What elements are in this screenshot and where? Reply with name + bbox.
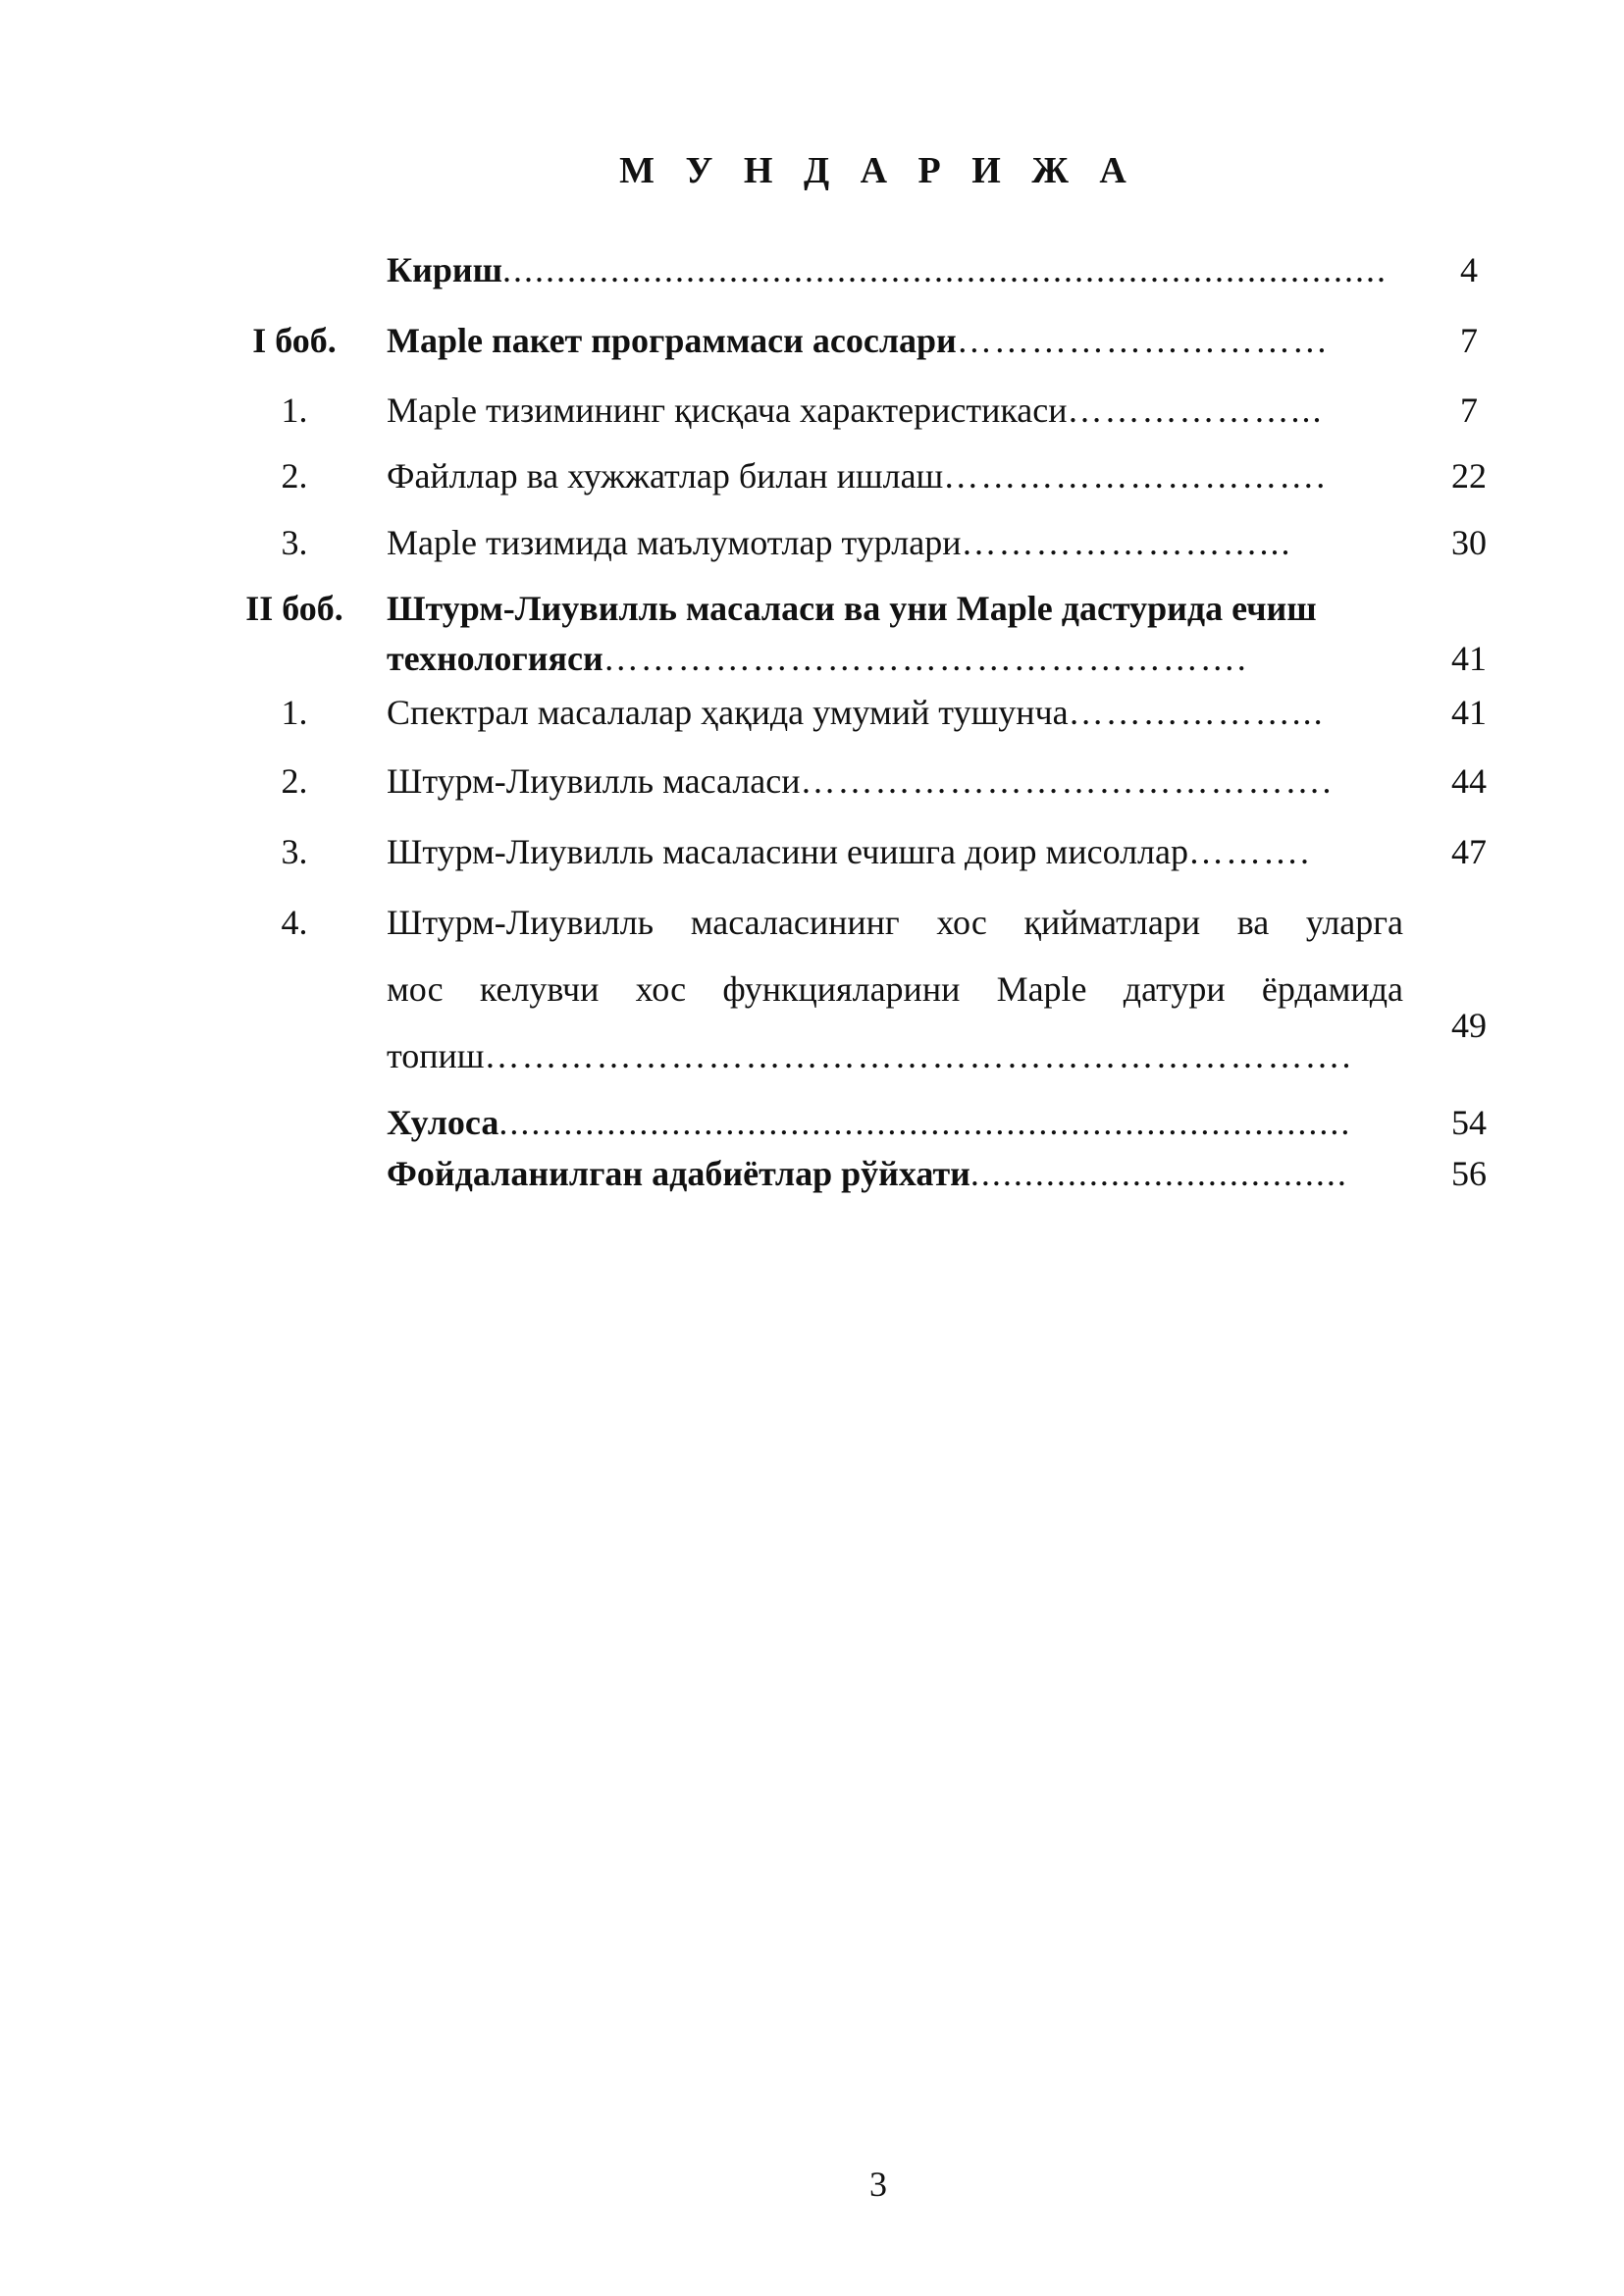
toc-entry-leader: ................................... — [969, 1154, 1348, 1193]
toc-entry-leader: ………………... — [1067, 391, 1324, 430]
toc-entry-page: 56 — [1451, 1154, 1487, 1193]
toc-entry-title: Хулоса............................................................................... — [387, 1103, 1352, 1142]
toc-entry-title: Maple пакет программаси асослари………………………… — [387, 321, 1330, 360]
toc-entry-number: 1. — [281, 391, 308, 430]
toc-entry-leader: ……………………………………………. — [602, 639, 1248, 678]
toc-entry-leader: ……………………... — [961, 523, 1292, 562]
toc-entry-number: 3. — [281, 832, 308, 871]
toc-entry-number: І боб. — [252, 321, 337, 360]
toc-entry-page: 7 — [1460, 391, 1478, 430]
toc-entry-number: 2. — [281, 456, 308, 496]
toc-entry-title: Файллар ва хужжатлар билан ишлаш…………………………. — [387, 456, 1328, 496]
toc-entry-leader: ………………………… — [956, 321, 1330, 360]
toc-entry-leader: ……………………………………………………………. — [484, 1036, 1353, 1075]
toc-entry-title-line-2: технологияси……………………………………………. — [387, 639, 1248, 678]
toc-entry-page: 4 — [1460, 250, 1478, 289]
toc-entry-leader: ………. — [1188, 832, 1311, 871]
toc-entry-leader: ………………... — [1068, 693, 1325, 732]
toc-entry-page: 41 — [1451, 639, 1487, 678]
toc-entry-title: Спектрал масалалар ҳақида умумий тушунча………………... — [387, 693, 1325, 732]
toc-entry-title: Фойдаланилган адабиётлар рўйхати................................... — [387, 1154, 1348, 1193]
toc-entry-title-line-3: топиш……………………………………………………………. — [387, 1036, 1353, 1075]
toc-entry-page: 54 — [1451, 1103, 1487, 1142]
toc-entry-page: 22 — [1451, 456, 1487, 496]
toc-entry-leader: ............................................................................... — [498, 1103, 1352, 1142]
toc-entry-number: 3. — [281, 523, 308, 562]
toc-entry-number: ІІ боб. — [245, 589, 343, 628]
toc-entry-page: 30 — [1451, 523, 1487, 562]
toc-entry-leader: …………………………. — [943, 456, 1328, 496]
toc-entry-number: 4. — [281, 903, 308, 942]
toc-entry-page: 49 — [1451, 1006, 1487, 1045]
toc-entry-page: 7 — [1460, 321, 1478, 360]
toc-entry-title-line-2: мос келувчи хос функцияларини Maple датури ёрдамида — [387, 969, 1403, 1009]
toc-entry-title: Штурм-Лиувилль масаласи……………………………………. — [387, 761, 1334, 801]
toc-entry-title: Штурм-Лиувилль масаласини ечишга доир мисоллар………. — [387, 832, 1311, 871]
toc-entry-page: 41 — [1451, 693, 1487, 732]
toc-entry-title-line-1: Штурм-Лиувилль масаласи ва уни Maple дастурида ечиш — [387, 589, 1317, 628]
toc-entry-page: 44 — [1451, 761, 1487, 801]
page-number: 3 — [869, 2165, 887, 2204]
toc-entry-title: Maple тизимининг қисқача характеристикаси………………... — [387, 391, 1324, 430]
toc-entry-title: Maple тизимида маълумотлар турлари……………………... — [387, 523, 1292, 562]
toc-entry-leader: ……………………………………. — [800, 761, 1334, 801]
toc-entry-page: 47 — [1451, 832, 1487, 871]
toc-entry-number: 2. — [281, 761, 308, 801]
toc-entry-number: 1. — [281, 693, 308, 732]
toc-entry-title-line-1: Штурм-Лиувилль масаласининг хос қийматлари ва уларга — [387, 903, 1403, 942]
page-title: М У Н Д А Р И Ж А — [619, 150, 1137, 191]
toc-entry-title: Кириш.................................................................................. — [387, 250, 1388, 289]
toc-entry-leader: .................................................................................. — [502, 250, 1388, 289]
